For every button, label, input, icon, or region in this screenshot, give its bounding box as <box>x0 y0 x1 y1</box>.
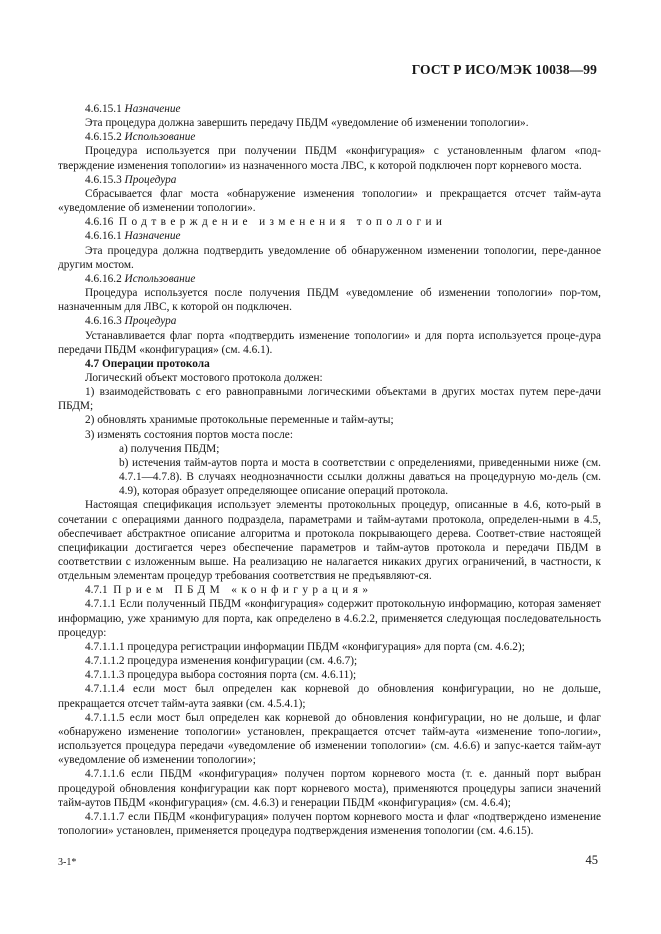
subsection-title: Назначение <box>124 103 181 115</box>
footer-mark: 3-1* <box>58 857 77 868</box>
section-number: 4.7 <box>85 357 100 370</box>
spaced-heading <box>58 583 601 597</box>
subsection-heading <box>58 272 601 286</box>
paragraph: 4.7.1.1.2 процедура изменения конфигурации (см. 4.6.7); <box>85 655 358 668</box>
subsection-number: 4.6.16.1 <box>85 230 122 243</box>
document-header: ГОСТ Р ИСО/МЭК 10038—99 <box>411 62 597 77</box>
paragraph: Сбрасывается флаг моста «обнаружение изменения топологии» и прекращается отсчет тайм-аута «уведомление об изменении топологии». <box>58 187 601 215</box>
paragraph: Процедура используется при получении ПБДМ «конфигурация» с установленным флагом «под-тверждение изменения топологии» из назначенного моста ЛВС, к которой подключен порт корневого моста. <box>58 145 601 172</box>
section-heading <box>58 357 601 371</box>
subsection-number: 4.6.15.2 <box>85 131 122 144</box>
subsection-number: 4.6.15.3 <box>85 173 122 186</box>
document-body <box>58 102 601 838</box>
subsection-title: Процедура <box>124 173 177 186</box>
sub-list-item: a) получения ПБДМ; <box>119 442 220 455</box>
page-number: 45 <box>585 853 598 867</box>
paragraph: Эта процедура должна завершить передачу ПБДМ «уведомление об изменении топологии». <box>85 117 529 130</box>
list-item: 2) обновлять хранимые протокольные переменные и тайм-ауты; <box>85 414 394 427</box>
subsection-title: Процедура <box>124 315 177 328</box>
subsection-heading <box>58 229 601 243</box>
section-title: Операции протокола <box>101 357 210 370</box>
paragraph: Процедура используется после получения ПБДМ «уведомление об изменении топологии» пор-том, назначенным для ЛВС, к которой он подключен. <box>58 287 601 314</box>
paragraph: 4.7.1.1.6 если ПБДМ «конфигурация» получен портом корневого моста (т. е. данный порт выбран процедурой обновления конфигурации как порт корневого моста), применяются процедуры записи значений тайм-аутов ПБДМ «конфигурация» (см. 4.6.3) и генерации ПБДМ «конфигурация» (см. 4.6.4); <box>58 768 601 809</box>
list-item: 3) изменять состояния портов моста после: <box>85 428 293 441</box>
list-item: 1) взаимодействовать с его равноправными логическими объектами в других мостах путем пере-дачи ПБДМ; <box>58 386 601 413</box>
paragraph: Эта процедура должна подтвердить уведомление об обнаруженном изменении топологии, пере-данное другим мостом. <box>58 244 601 271</box>
heading-title: Прием ПБДМ «конфигурация» <box>113 584 373 597</box>
heading-number: 4.7.1 <box>85 584 108 597</box>
paragraph: 4.7.1.1.3 процедура выбора состояния порта (см. 4.6.11); <box>85 669 357 682</box>
paragraph: 4.7.1.1.1 процедура регистрации информации ПБДМ «конфигурация» для порта (см. 4.6.2); <box>85 640 525 653</box>
paragraph: 4.7.1.1.4 если мост был определен как корневой до обновления конфигурации, но не дольше, прекращается отсчет тайм-аута заявки (см. 4.5.4.1); <box>58 683 601 710</box>
paragraph: Устанавливается флаг порта «подтвердить изменение топологии» и для порта используется проце-дура передачи ПБДМ «конфигурация» (см. 4.6.1). <box>58 329 601 356</box>
subsection-title: Назначение <box>124 230 181 243</box>
subsection-heading <box>58 102 601 116</box>
paragraph: 4.7.1.1.7 если ПБДМ «конфигурация» получен портом корневого моста и флаг «подтверждено изменение топологии» установлен, применяется процедура подтверждения изменения топологии (см. 4.6.15). <box>58 810 601 837</box>
sub-list-item: b) истечения тайм-аутов порта и моста в соответствии с определениями, приведенными ниже (см. 4.7.1—4.7.8). В случаях неоднозначности ссылки должны даваться на процедурную мо-дель (см. 4.9), которая образует определяющее описание операций протокола. <box>119 456 601 498</box>
subsection-title: Использование <box>124 131 196 144</box>
paragraph: 4.7.1.1 Если полученный ПБДМ «конфигурация» содержит протокольную информацию, которая заменяет информацию, уже хранимую для порта, как определено в 4.6.2.2, применяется следующая последовательность процедур: <box>58 598 601 639</box>
heading-title: Подтверждение изменения топологии <box>118 216 447 229</box>
subsection-number: 4.6.16.3 <box>85 315 122 328</box>
paragraph: Логический объект мостового протокола должен: <box>85 371 323 384</box>
subsection-title: Использование <box>124 272 196 285</box>
subsection-heading <box>58 173 601 187</box>
subsection-heading <box>58 130 601 144</box>
paragraph: Настоящая спецификация использует элементы протокольных процедур, описанные в 4.6, кото-рый в сочетании с операциями данного подраздела, параметрами и тайм-аутами протокола, определен-ными в 4.5, обеспечивает абстрактное описание алгоритма и протокола покрывающего дерева. Соответ-ствие настоящей спецификации достигается через обеспечение параметров и тайм-аутов протокола и передачи ПБДМ в соответствии с изложенным выше. На реализацию не налагается никаких других ограничений, в частности, к отдельным элементам процедур требования соответствия не предъявляют-ся. <box>58 499 601 583</box>
subsection-heading <box>58 314 601 328</box>
heading-number: 4.6.16 <box>85 216 114 229</box>
spaced-heading <box>58 215 601 229</box>
subsection-number: 4.6.15.1 <box>85 103 122 115</box>
subsection-number: 4.6.16.2 <box>85 272 122 285</box>
paragraph: 4.7.1.1.5 если мост был определен как корневой до обновления конфигурации, но не дольше, и флаг «обнаружено изменение топологии» установлен, прекращается отсчет тайм-аута «изменение топо-логии», используется процедура передачи «уведомление об изменении топологии» (см. 4.6.6) и запус-кается тайм-аут «уведомление об изменении топологии»; <box>58 711 601 767</box>
